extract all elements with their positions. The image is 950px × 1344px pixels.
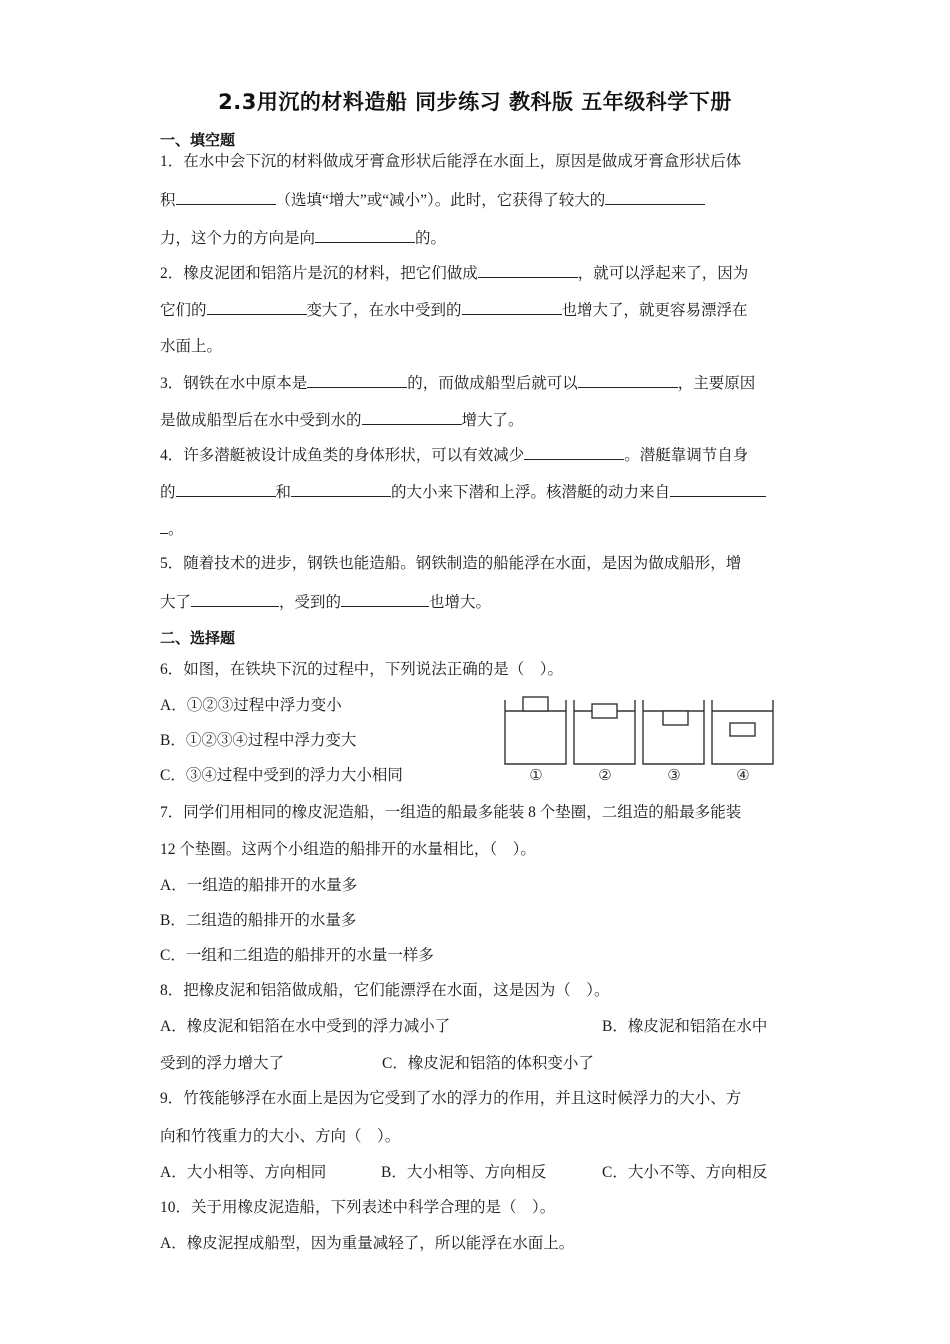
- q7-option-c[interactable]: C．一组和二组造的船排开的水量一样多: [160, 947, 434, 964]
- q9-line-2: 向和竹筏重力的大小、方向（ ）。: [160, 1128, 401, 1145]
- section-heading-fill-in: 一、填空题: [160, 131, 236, 149]
- answer-blank[interactable]: [191, 591, 279, 607]
- q8-option-b-continued[interactable]: 受到的浮力增大了: [160, 1055, 285, 1072]
- q7-line-2: 12 个垫圈。这两个小组造的船排开的水量相比，（ ）。: [160, 841, 536, 858]
- answer-blank[interactable]: [605, 189, 705, 205]
- q1-text: 积: [160, 192, 176, 209]
- q3-text: 是做成船型后在水中受到水的: [160, 412, 362, 429]
- q9-option-c[interactable]: C．大小不等、方向相反: [602, 1164, 768, 1181]
- q9-option-b[interactable]: B．大小相等、方向相反: [381, 1164, 547, 1181]
- q2-text: 2．橡皮泥团和铝箔片是沉的材料，把它们做成: [160, 265, 478, 282]
- answer-blank[interactable]: [291, 481, 391, 497]
- answer-blank[interactable]: [462, 299, 562, 315]
- q4-text: 的: [160, 484, 176, 501]
- sinking-iron-block-figure: [500, 694, 790, 790]
- q2-line-3: 水面上。: [160, 338, 223, 355]
- q9-line-1: 9．竹筏能够浮在水面上是因为它受到了水的浮力的作用，并且这时候浮力的大小、方: [160, 1090, 742, 1107]
- q4-text: 。潜艇靠调节自身: [624, 447, 749, 464]
- q3-line-1: [160, 372, 790, 394]
- q6-option-b[interactable]: B．①②③④过程中浮力变大: [160, 732, 357, 749]
- q2-text: ，就可以浮起来了，因为: [577, 265, 749, 282]
- q1-line-2: [160, 189, 790, 211]
- q3-text: 3．钢铁在水中原本是: [160, 375, 308, 392]
- q7-line-1: 7．同学们用相同的橡皮泥造船，一组造的船最多能装 8 个垫圈，二组造的船最多能装: [160, 804, 742, 821]
- answer-blank[interactable]: [176, 481, 276, 497]
- q5-text: ，受到的: [279, 594, 342, 611]
- page-title: 2.3用沉的材料造船 同步练习 教科版 五年级科学下册: [218, 90, 732, 114]
- q1-text: 力，这个力的方向是向: [160, 230, 316, 247]
- q3-text: 增大了。: [461, 412, 524, 429]
- answer-blank[interactable]: [670, 481, 766, 497]
- q2-text: 也增大了，就更容易漂浮在: [561, 302, 748, 319]
- q2-line-1: [160, 262, 790, 284]
- figure-label-1: ①: [529, 768, 543, 784]
- answer-blank[interactable]: [341, 591, 429, 607]
- answer-blank[interactable]: [207, 299, 307, 315]
- container-3: [643, 700, 704, 764]
- q8-option-c[interactable]: C．橡皮泥和铝箔的体积变小了: [382, 1055, 594, 1072]
- q3-text: 的，而做成船型后就可以: [407, 375, 578, 392]
- figure-label-2: ②: [598, 768, 612, 784]
- section-heading-choice: 二、选择题: [160, 629, 236, 647]
- answer-blank[interactable]: [160, 518, 168, 534]
- answer-blank[interactable]: [176, 189, 276, 205]
- q3-line-2: [160, 409, 790, 431]
- q6-stem: 6．如图，在铁块下沉的过程中，下列说法正确的是（ ）。: [160, 661, 564, 678]
- q1-text: （选填“增大”或“减小”）。此时，它获得了较大的: [275, 192, 606, 209]
- q3-text: ，主要原因: [677, 375, 756, 392]
- figure-label-4: ④: [736, 768, 750, 784]
- q10-option-a[interactable]: A．橡皮泥捏成船型，因为重量减轻了，所以能浮在水面上。: [160, 1235, 575, 1252]
- q1-line-3: [160, 227, 790, 249]
- q2-line-2: [160, 299, 790, 321]
- q7-option-b[interactable]: B．二组造的船排开的水量多: [160, 912, 357, 929]
- q4-line-3: [160, 518, 790, 540]
- q10-stem: 10．关于用橡皮泥造船，下列表述中科学合理的是（ ）。: [160, 1199, 556, 1216]
- container-2: [574, 700, 635, 764]
- answer-blank[interactable]: [524, 444, 624, 460]
- q5-line-1: 5．随着技术的进步，钢铁也能造船。钢铁制造的船能浮在水面，是因为做成船形，增: [160, 555, 742, 572]
- q5-line-2: [160, 591, 790, 613]
- q5-text: 也增大。: [429, 594, 492, 611]
- answer-blank[interactable]: [307, 372, 407, 388]
- q9-option-a[interactable]: A．大小相等、方向相同: [160, 1164, 327, 1181]
- q6-option-a[interactable]: A．①②③过程中浮力变小: [160, 697, 342, 714]
- q6-option-c[interactable]: C．③④过程中受到的浮力大小相同: [160, 767, 403, 784]
- q4-line-2: [160, 481, 790, 503]
- q2-text: 变大了，在水中受到的: [306, 302, 462, 319]
- container-1: [505, 697, 566, 764]
- q1-line-1: 1．在水中会下沉的材料做成牙膏盒形状后能浮在水面上，原因是做成牙膏盒形状后体: [160, 153, 742, 170]
- q8-stem: 8．把橡皮泥和铝箔做成船，它们能漂浮在水面，这是因为（ ）。: [160, 982, 610, 999]
- q5-text: 大了: [160, 594, 192, 611]
- answer-blank[interactable]: [478, 262, 578, 278]
- answer-blank[interactable]: [362, 409, 462, 425]
- q1-text: 的。: [415, 230, 447, 247]
- q4-line-1: [160, 444, 790, 466]
- q8-option-a[interactable]: A．橡皮泥和铝箔在水中受到的浮力减小了: [160, 1018, 451, 1035]
- q7-option-a[interactable]: A．一组造的船排开的水量多: [160, 877, 358, 894]
- figure-label-3: ③: [667, 768, 681, 784]
- q4-text: 和: [275, 484, 292, 501]
- answer-blank[interactable]: [315, 227, 415, 243]
- q4-text: 4．许多潜艇被设计成鱼类的身体形状，可以有效减少: [160, 447, 525, 464]
- q2-text: 它们的: [160, 302, 207, 319]
- q8-option-b[interactable]: B．橡皮泥和铝箔在水中: [602, 1018, 768, 1035]
- container-4: [712, 700, 773, 764]
- answer-blank[interactable]: [578, 372, 678, 388]
- q4-text: 。: [168, 521, 184, 538]
- q4-text: 的大小来下潜和上浮。核潜艇的动力来自: [391, 484, 671, 501]
